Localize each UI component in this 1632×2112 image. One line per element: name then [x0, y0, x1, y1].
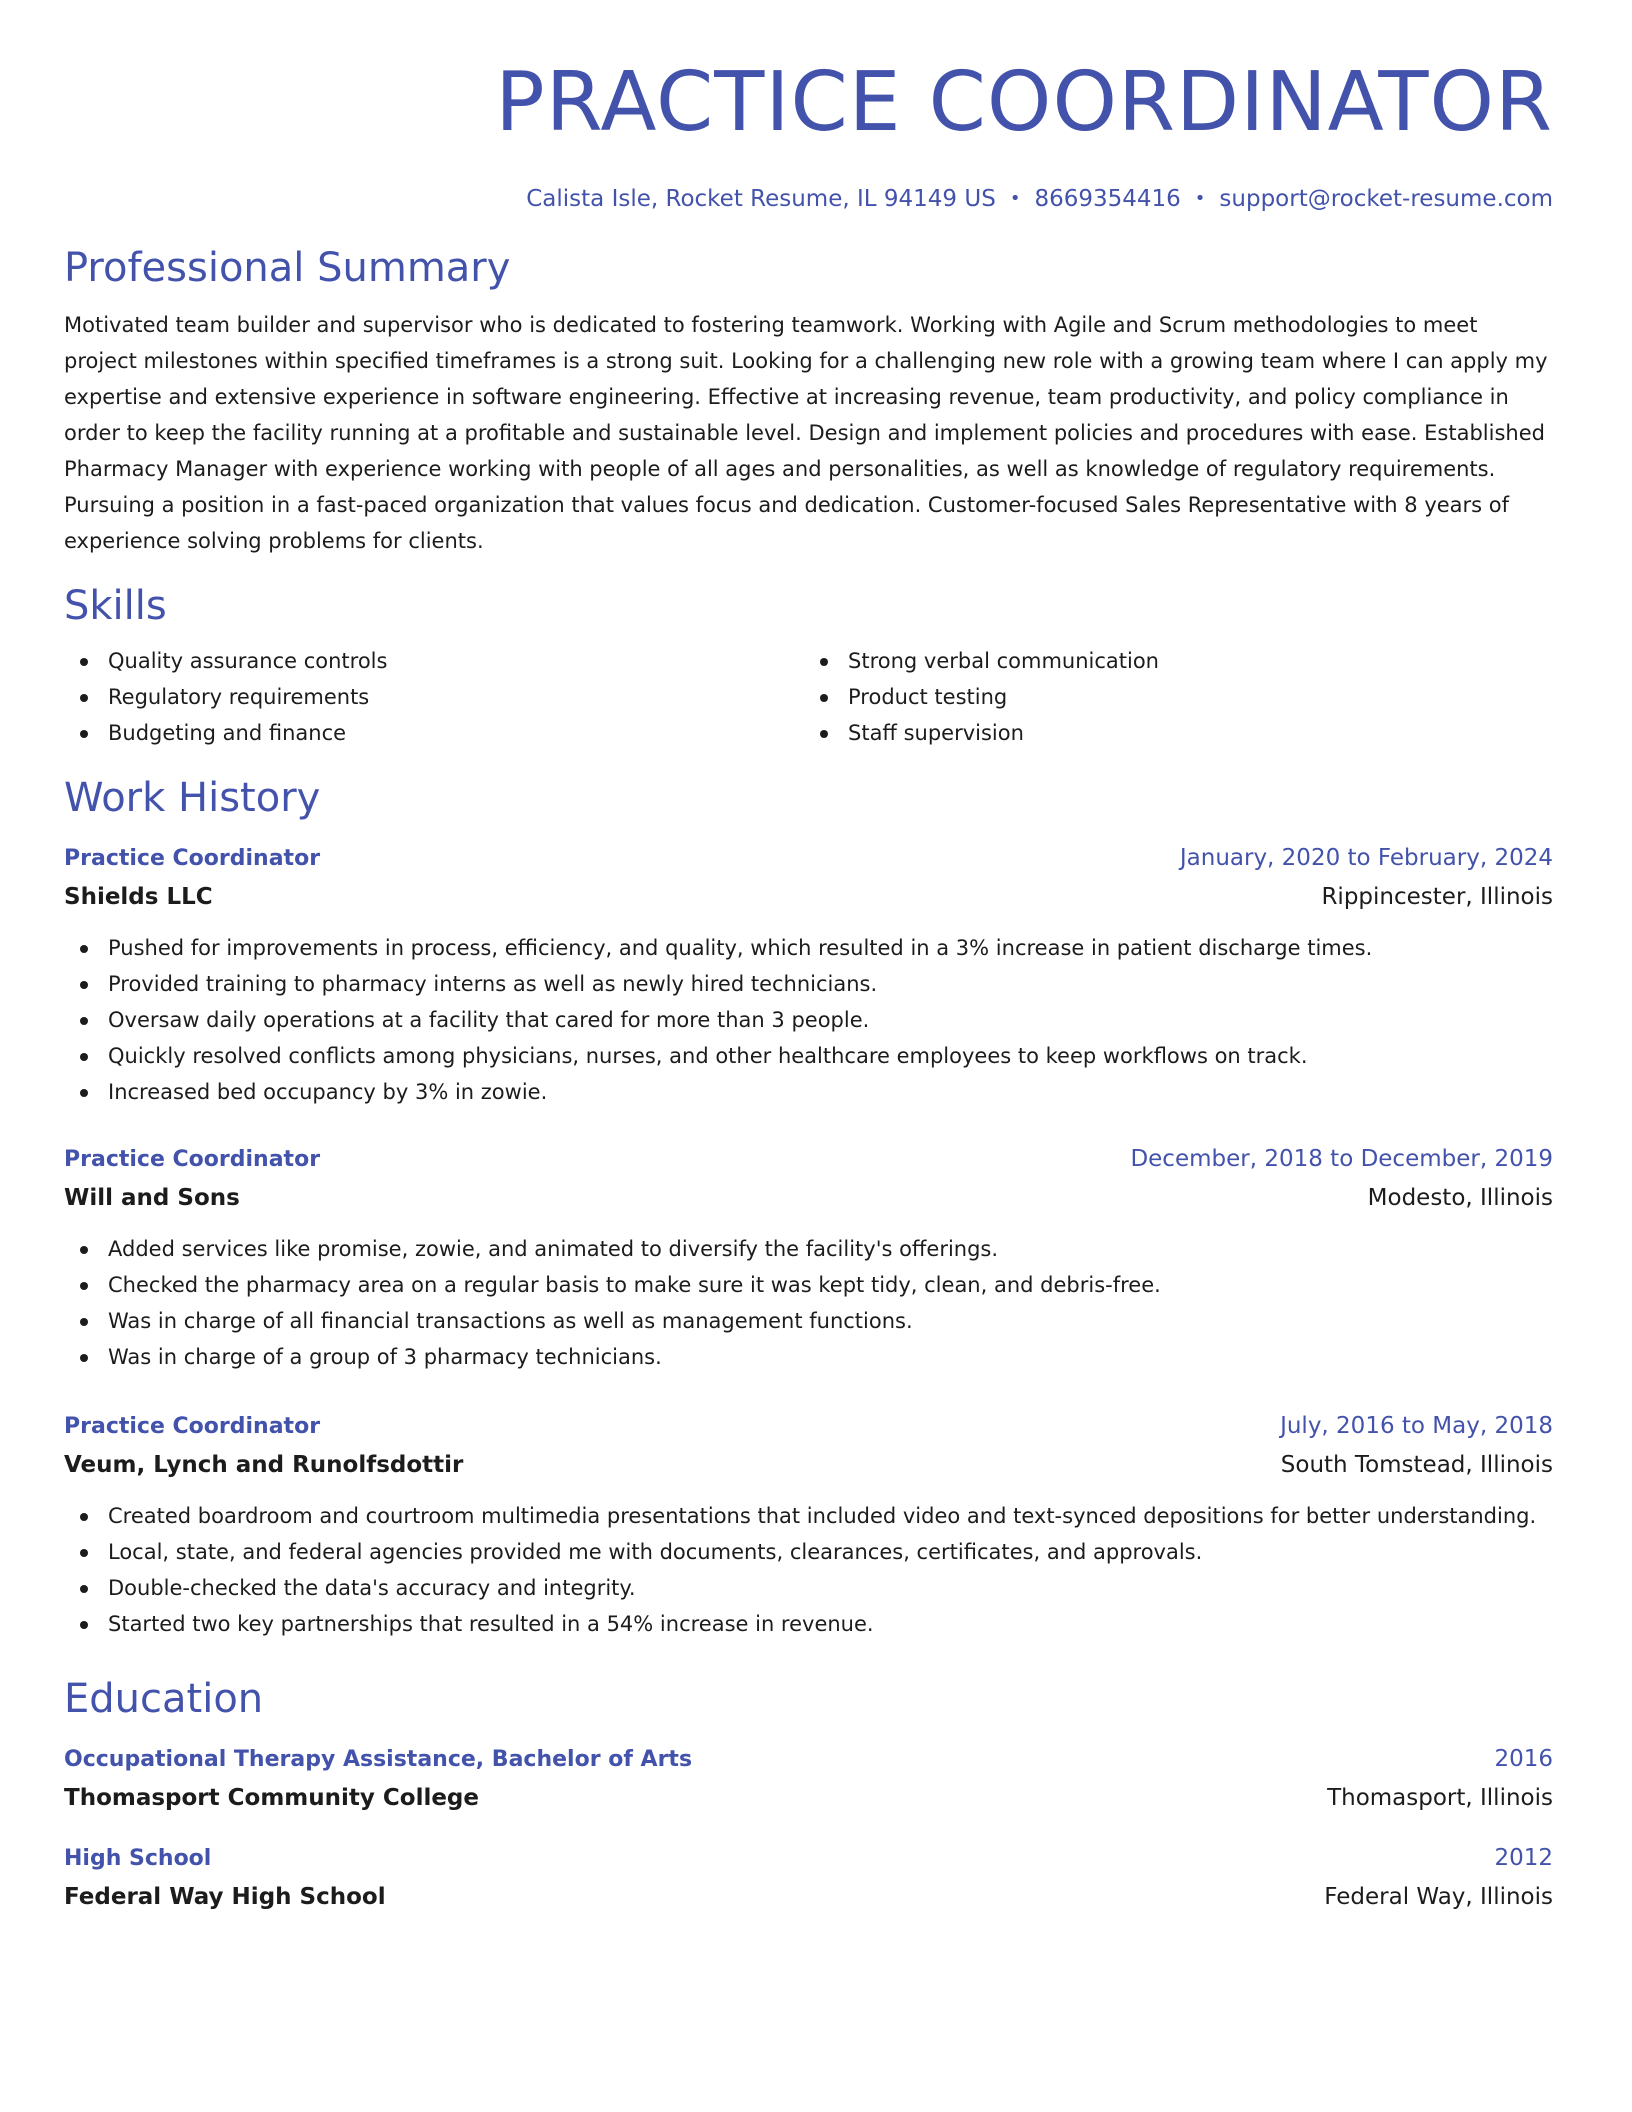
job-bullet: Oversaw daily operations at a facility that cared for more than 3 people.	[64, 1002, 1553, 1038]
education-school-row	[64, 1783, 1553, 1813]
contact-separator: •	[1009, 188, 1021, 209]
contact-address: Calista Isle, Rocket Resume, IL 94149 US	[526, 186, 996, 212]
contact-email[interactable]: support@rocket-resume.com	[1219, 186, 1553, 212]
education-degree: Occupational Therapy Assistance, Bachelor of Arts	[64, 1747, 693, 1772]
job-bullet: Was in charge of a group of 3 pharmacy technicians.	[64, 1339, 1553, 1375]
job-bullet: Created boardroom and courtroom multimedia presentations that included video and text-synced depositions for better understanding.	[64, 1498, 1553, 1534]
education-school: Federal Way High School	[64, 1884, 386, 1910]
skills-heading: Skills	[64, 583, 167, 629]
job-role: Practice Coordinator	[64, 1414, 321, 1439]
job-location: Modesto, Illinois	[1367, 1185, 1553, 1211]
job-company: Veum, Lynch and Runolfsdottir	[64, 1452, 464, 1478]
education-year: 2016	[1494, 1746, 1553, 1772]
job-role: Practice Coordinator	[64, 1147, 321, 1172]
job-location: Rippincester, Illinois	[1321, 884, 1553, 910]
resume-header	[64, 56, 1553, 214]
job-dates: July, 2016 to May, 2018	[1280, 1413, 1553, 1439]
skill-item: Strong verbal communication	[804, 643, 1544, 679]
job-bullet: Local, state, and federal agencies provided me with documents, clearances, certificates, and approvals.	[64, 1534, 1553, 1570]
job-bullet: Started two key partnerships that resulted in a 54% increase in revenue.	[64, 1606, 1553, 1642]
work-history-heading: Work History	[64, 775, 321, 821]
education-school: Thomasport Community College	[64, 1785, 479, 1811]
job-role: Practice Coordinator	[64, 846, 321, 871]
job-bullet: Added services like promise, zowie, and animated to diversify the facility's offerings.	[64, 1231, 1553, 1267]
education-year: 2012	[1494, 1845, 1553, 1871]
education-heading: Education	[64, 1676, 264, 1722]
job-bullet: Quickly resolved conflicts among physicians, nurses, and other healthcare employees to keep workflows on track.	[64, 1038, 1553, 1074]
skill-item: Staff supervision	[804, 715, 1544, 751]
contact-separator: •	[1194, 188, 1206, 209]
job-bullet: Was in charge of all financial transactions as well as management functions.	[64, 1303, 1553, 1339]
education-entry	[64, 1843, 1553, 1912]
contact-line	[64, 184, 1553, 214]
education-header-row	[64, 1843, 1553, 1874]
education-location: Federal Way, Illinois	[1324, 1884, 1553, 1910]
education-entry	[64, 1744, 1553, 1813]
job-header-row	[64, 843, 1553, 874]
summary-heading: Professional Summary	[64, 245, 511, 291]
job-company-row	[64, 882, 1553, 912]
job-entry	[64, 843, 1553, 1110]
job-bullet: Increased bed occupancy by 3% in zowie.	[64, 1074, 1553, 1110]
job-bullets	[64, 930, 1553, 1110]
contact-phone[interactable]: 8669354416	[1034, 186, 1181, 212]
skill-item: Regulatory requirements	[64, 679, 804, 715]
job-bullets	[64, 1231, 1553, 1375]
job-bullets	[64, 1498, 1553, 1642]
skills-list	[64, 643, 1553, 751]
job-company: Will and Sons	[64, 1185, 240, 1211]
summary-text: Motivated team builder and supervisor who is dedicated to fostering teamwork. Working with Agile and Scrum methodologies to meet project milestones within specified timeframes is a strong suit. Looking for a challenging new role with a growing team where I can apply my expertise and extensive experience in software engineering. Effective at increasing revenue, team productivity, and policy compliance in order to keep the facility running at a profitable and sustainable level. Design and implement policies and procedures with ease. Established Pharmacy Manager with experience working with people of all ages and personalities, as well as knowledge of regulatory requirements. Pursuing a position in a fast-paced organization that values focus and dedication. Customer-focused Sales Representative with 8 years of experience solving problems for clients.	[64, 313, 1548, 553]
skills-column-left	[64, 643, 804, 751]
job-bullet: Pushed for improvements in process, efficiency, and quality, which resulted in a 3% increase in patient discharge times.	[64, 930, 1553, 966]
job-header-row	[64, 1144, 1553, 1175]
job-bullet: Checked the pharmacy area on a regular basis to make sure it was kept tidy, clean, and debris-free.	[64, 1267, 1553, 1303]
skill-item: Product testing	[804, 679, 1544, 715]
candidate-title: PRACTICE COORDINATOR	[495, 55, 1553, 150]
job-bullet: Double-checked the data's accuracy and integrity.	[64, 1570, 1553, 1606]
job-location: South Tomstead, Illinois	[1280, 1452, 1553, 1478]
job-header-row	[64, 1411, 1553, 1442]
education-school-row	[64, 1882, 1553, 1912]
education-header-row	[64, 1744, 1553, 1775]
job-company-row	[64, 1183, 1553, 1213]
job-company-row	[64, 1450, 1553, 1480]
job-entry	[64, 1144, 1553, 1375]
skill-item: Budgeting and finance	[64, 715, 804, 751]
education-degree: High School	[64, 1846, 212, 1871]
job-dates: December, 2018 to December, 2019	[1130, 1146, 1553, 1172]
job-company: Shields LLC	[64, 884, 213, 910]
skill-item: Quality assurance controls	[64, 643, 804, 679]
education-location: Thomasport, Illinois	[1327, 1785, 1553, 1811]
job-bullet: Provided training to pharmacy interns as well as newly hired technicians.	[64, 966, 1553, 1002]
job-entry	[64, 1411, 1553, 1642]
skills-column-right	[804, 643, 1544, 751]
job-dates: January, 2020 to February, 2024	[1179, 845, 1553, 871]
